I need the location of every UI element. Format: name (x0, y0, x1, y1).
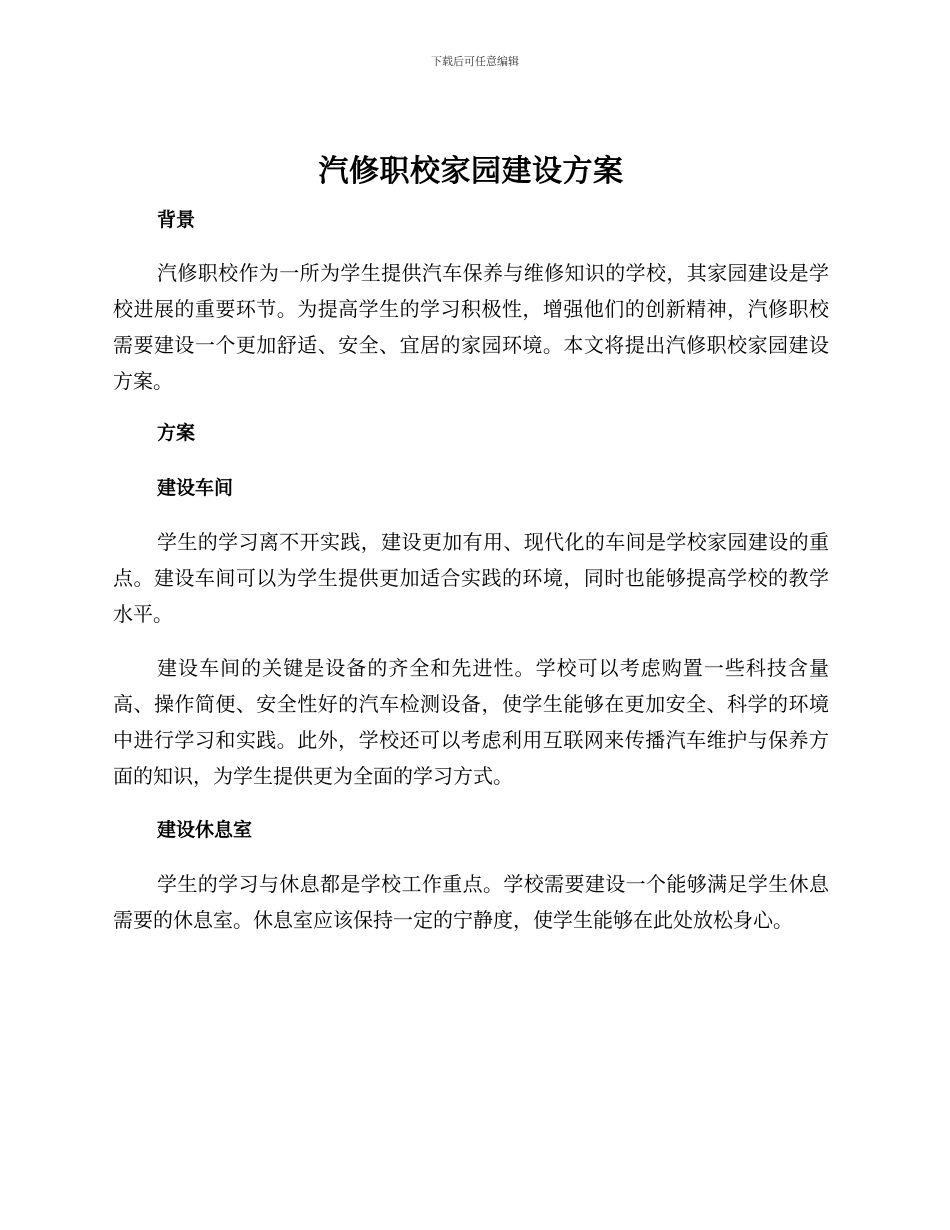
subsection-heading-lounge: 建设休息室 (157, 819, 253, 841)
subsection-heading-workshop: 建设车间 (157, 477, 234, 499)
document-body (113, 148, 829, 938)
paragraph-background: 汽修职校作为一所为学生提供汽车保养与维修知识的学校，其家园建设是学校进展的重要环节。为提高学生的学习积极性，增强他们的创新精神，汽修职校需要建设一个更加舒适、安全、宜居的家园环境。本文将提出汽修职校家园建设方案。 (113, 261, 829, 393)
paragraph-workshop-2: 建设车间的关键是设备的齐全和先进性。学校可以考虑购置一些科技含量高、操作简便、安全性好的汽车检测设备，使学生能够在更加安全、科学的环境中进行学习和实践。此外，学校还可以考虑利用互联网来传播汽车维护与保养方面的知识，为学生提供更为全面的学习方式。 (113, 656, 829, 788)
section-heading-background: 背景 (157, 209, 196, 231)
header-note: 下载后可任意编辑 (431, 55, 519, 68)
document-title: 汽修职校家园建设方案 (318, 154, 624, 189)
section-heading-plan: 方案 (157, 422, 196, 444)
paragraph-lounge-1: 学生的学习与休息都是学校工作重点。学校需要建设一个能够满足学生休息需要的休息室。休息室应该保持一定的宁静度，使学生能够在此处放松身心。 (113, 872, 829, 932)
paragraph-workshop-1: 学生的学习离不开实践，建设更加有用、现代化的车间是学校家园建设的重点。建设车间可以为学生提供更加适合实践的环境，同时也能够提高学校的教学水平。 (113, 530, 829, 626)
